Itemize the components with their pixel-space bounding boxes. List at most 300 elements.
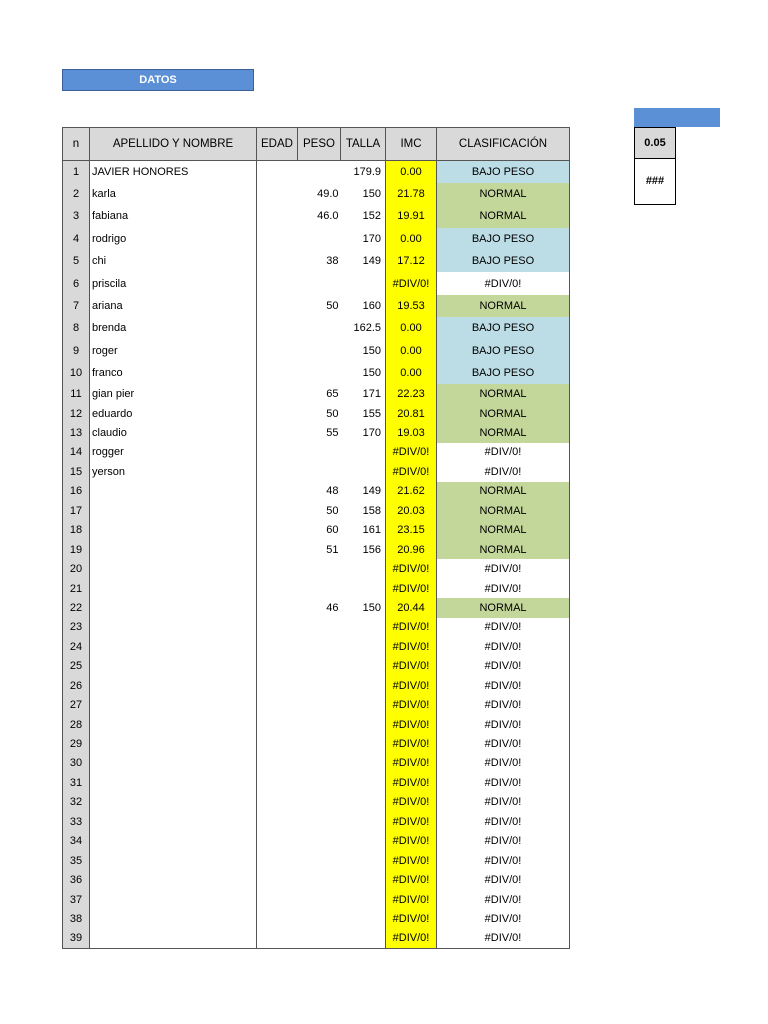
- talla-cell[interactable]: [341, 890, 386, 909]
- edad-cell[interactable]: [257, 773, 298, 792]
- clasificacion-cell[interactable]: #DIV/0!: [437, 870, 570, 889]
- talla-cell[interactable]: [341, 851, 386, 870]
- edad-cell[interactable]: [257, 423, 298, 442]
- edad-cell[interactable]: [257, 384, 298, 403]
- clasificacion-cell[interactable]: #DIV/0!: [437, 618, 570, 637]
- peso-cell[interactable]: [298, 870, 341, 889]
- peso-cell[interactable]: [298, 559, 341, 578]
- header-clasificacion: CLASIFICACIÓN: [437, 128, 570, 161]
- imc-cell[interactable]: #DIV/0!: [386, 831, 437, 850]
- imc-cell[interactable]: #DIV/0!: [386, 443, 437, 462]
- talla-cell[interactable]: [341, 618, 386, 637]
- table-row: [63, 205, 570, 227]
- row-number-cell: 16: [63, 482, 90, 501]
- imc-cell[interactable]: 0.00: [386, 340, 437, 362]
- table-row: [63, 362, 570, 384]
- talla-cell[interactable]: 179.9: [353, 165, 381, 178]
- imc-cell[interactable]: #DIV/0!: [386, 715, 437, 734]
- row-number-cell: 25: [63, 657, 90, 676]
- clasificacion-cell[interactable]: #DIV/0!: [437, 657, 570, 676]
- table-row: [63, 482, 570, 501]
- peso-cell[interactable]: [298, 161, 341, 183]
- header-row: [63, 128, 570, 161]
- bmi-table: [62, 127, 570, 949]
- imc-cell[interactable]: #DIV/0!: [386, 618, 437, 637]
- clasificacion-cell[interactable]: #DIV/0!: [437, 793, 570, 812]
- row-number-cell: 30: [63, 754, 90, 773]
- table-row: [63, 250, 570, 272]
- clasificacion-cell[interactable]: NORMAL: [437, 384, 570, 403]
- name-cell[interactable]: [90, 715, 257, 734]
- imc-cell[interactable]: #DIV/0!: [386, 754, 437, 773]
- edad-cell[interactable]: [257, 715, 298, 734]
- talla-cell[interactable]: 160: [362, 300, 381, 313]
- talla-cell[interactable]: [341, 715, 386, 734]
- row-number-cell: 10: [63, 362, 90, 384]
- row-number-cell: 5: [63, 250, 90, 272]
- imc-cell[interactable]: #DIV/0!: [386, 812, 437, 831]
- table-row: [63, 183, 570, 205]
- datos-banner: DATOS: [62, 69, 254, 91]
- edad-cell[interactable]: [257, 250, 298, 272]
- talla-cell[interactable]: [341, 831, 386, 850]
- peso-cell[interactable]: [298, 831, 341, 850]
- name-cell[interactable]: claudio: [90, 423, 257, 442]
- peso-cell[interactable]: 51: [326, 543, 339, 556]
- peso-cell[interactable]: [298, 676, 341, 695]
- header-peso: PESO: [298, 128, 341, 161]
- imc-cell[interactable]: #DIV/0!: [386, 657, 437, 676]
- name-cell[interactable]: [90, 793, 257, 812]
- talla-cell[interactable]: [341, 734, 386, 753]
- clasificacion-cell[interactable]: #DIV/0!: [437, 734, 570, 753]
- imc-cell[interactable]: 19.53: [386, 295, 437, 317]
- clasificacion-cell[interactable]: BAJO PESO: [437, 250, 570, 272]
- header-name: APELLIDO Y NOMBRE: [90, 128, 257, 161]
- name-cell[interactable]: [90, 676, 257, 695]
- edad-cell[interactable]: [257, 851, 298, 870]
- imc-cell[interactable]: 0.00: [386, 362, 437, 384]
- edad-cell[interactable]: [257, 676, 298, 695]
- peso-cell[interactable]: [298, 618, 341, 637]
- name-cell[interactable]: [90, 695, 257, 714]
- name-cell[interactable]: roger: [90, 340, 257, 362]
- table-row: [63, 462, 570, 481]
- table-row: [63, 637, 570, 656]
- edad-cell[interactable]: [257, 272, 298, 294]
- talla-cell[interactable]: 158: [362, 504, 381, 517]
- peso-cell[interactable]: 49.0: [317, 188, 339, 201]
- clasificacion-cell[interactable]: BAJO PESO: [437, 228, 570, 250]
- imc-cell[interactable]: 19.03: [386, 423, 437, 442]
- talla-cell[interactable]: [341, 754, 386, 773]
- clasificacion-cell[interactable]: #DIV/0!: [437, 462, 570, 481]
- clasificacion-cell[interactable]: NORMAL: [437, 520, 570, 539]
- edad-cell[interactable]: [257, 579, 298, 598]
- clasificacion-cell[interactable]: #DIV/0!: [437, 559, 570, 578]
- peso-cell[interactable]: [298, 579, 341, 598]
- clasificacion-cell[interactable]: NORMAL: [437, 183, 570, 205]
- clasificacion-cell[interactable]: NORMAL: [437, 295, 570, 317]
- row-number-cell: 34: [63, 831, 90, 850]
- edad-cell[interactable]: [257, 734, 298, 753]
- row-number-cell: 3: [63, 205, 90, 227]
- peso-cell[interactable]: [298, 851, 341, 870]
- clasificacion-cell[interactable]: #DIV/0!: [437, 272, 570, 294]
- talla-cell[interactable]: [341, 676, 386, 695]
- name-cell[interactable]: [90, 657, 257, 676]
- clasificacion-cell[interactable]: BAJO PESO: [437, 161, 570, 183]
- talla-cell[interactable]: [341, 793, 386, 812]
- peso-cell[interactable]: 48: [326, 485, 339, 498]
- peso-cell[interactable]: 50: [326, 300, 339, 313]
- talla-cell[interactable]: [341, 272, 386, 294]
- row-number-cell: 21: [63, 579, 90, 598]
- name-cell[interactable]: [90, 618, 257, 637]
- talla-cell[interactable]: [341, 870, 386, 889]
- talla-cell[interactable]: [341, 637, 386, 656]
- imc-cell[interactable]: 19.91: [386, 205, 437, 227]
- edad-cell[interactable]: [257, 443, 298, 462]
- edad-cell[interactable]: [257, 618, 298, 637]
- edad-cell[interactable]: [257, 228, 298, 250]
- name-cell[interactable]: priscila: [90, 272, 257, 294]
- imc-cell[interactable]: 21.62: [386, 482, 437, 501]
- edad-cell[interactable]: [257, 362, 298, 384]
- edad-cell[interactable]: [257, 909, 298, 928]
- edad-cell[interactable]: [257, 831, 298, 850]
- table-row: [63, 317, 570, 339]
- row-number-cell: 37: [63, 890, 90, 909]
- imc-cell[interactable]: 22.23: [386, 384, 437, 403]
- table-row: [63, 520, 570, 539]
- name-cell[interactable]: karla: [90, 183, 257, 205]
- name-cell[interactable]: [90, 870, 257, 889]
- peso-cell[interactable]: [298, 734, 341, 753]
- name-cell[interactable]: eduardo: [90, 404, 257, 423]
- name-cell[interactable]: [90, 559, 257, 578]
- row-number-cell: 18: [63, 520, 90, 539]
- talla-cell[interactable]: [341, 929, 386, 948]
- imc-cell[interactable]: 0.00: [386, 161, 437, 183]
- table-row: [63, 443, 570, 462]
- peso-cell[interactable]: [298, 929, 341, 948]
- talla-cell[interactable]: 156: [362, 543, 381, 556]
- edad-cell[interactable]: [257, 501, 298, 520]
- peso-cell[interactable]: [298, 657, 341, 676]
- clasificacion-cell[interactable]: BAJO PESO: [437, 362, 570, 384]
- imc-cell[interactable]: 0.00: [386, 317, 437, 339]
- row-number-cell: 29: [63, 734, 90, 753]
- edad-cell[interactable]: [257, 657, 298, 676]
- peso-cell[interactable]: [298, 362, 341, 384]
- table-row: [63, 618, 570, 637]
- edad-cell[interactable]: [257, 205, 298, 227]
- talla-cell[interactable]: 155: [362, 407, 381, 420]
- edad-cell[interactable]: [257, 183, 298, 205]
- row-number-cell: 22: [63, 598, 90, 617]
- talla-cell[interactable]: [341, 559, 386, 578]
- imc-cell[interactable]: 20.03: [386, 501, 437, 520]
- name-cell[interactable]: fabiana: [90, 205, 257, 227]
- side-result-cell[interactable]: ###: [645, 175, 665, 187]
- edad-cell[interactable]: [257, 812, 298, 831]
- clasificacion-cell[interactable]: NORMAL: [437, 540, 570, 559]
- peso-cell[interactable]: [298, 754, 341, 773]
- name-cell[interactable]: [90, 501, 257, 520]
- edad-cell[interactable]: [257, 559, 298, 578]
- imc-cell[interactable]: 17.12: [386, 250, 437, 272]
- name-cell[interactable]: [90, 812, 257, 831]
- side-value-cell[interactable]: 0.05: [635, 128, 675, 159]
- clasificacion-cell[interactable]: #DIV/0!: [437, 443, 570, 462]
- peso-cell[interactable]: 38: [326, 255, 339, 268]
- edad-cell[interactable]: [257, 793, 298, 812]
- peso-cell[interactable]: 60: [326, 524, 339, 537]
- row-number-cell: 19: [63, 540, 90, 559]
- clasificacion-cell[interactable]: #DIV/0!: [437, 929, 570, 948]
- talla-cell[interactable]: 170: [362, 427, 381, 439]
- edad-cell[interactable]: [257, 404, 298, 423]
- peso-cell[interactable]: 46: [326, 601, 339, 614]
- talla-cell[interactable]: 150: [362, 367, 381, 380]
- table-row: [63, 715, 570, 734]
- edad-cell[interactable]: [257, 295, 298, 317]
- clasificacion-cell[interactable]: BAJO PESO: [437, 317, 570, 339]
- imc-cell[interactable]: #DIV/0!: [386, 890, 437, 909]
- talla-cell[interactable]: [341, 443, 386, 462]
- table-row: [63, 734, 570, 753]
- talla-cell[interactable]: 150: [362, 601, 381, 614]
- imc-cell[interactable]: 0.00: [386, 228, 437, 250]
- table-row: [63, 559, 570, 578]
- table-row: [63, 598, 570, 617]
- peso-cell[interactable]: [298, 317, 341, 339]
- clasificacion-cell[interactable]: #DIV/0!: [437, 715, 570, 734]
- clasificacion-cell[interactable]: NORMAL: [437, 482, 570, 501]
- peso-cell[interactable]: 65: [326, 388, 339, 401]
- name-cell[interactable]: [90, 851, 257, 870]
- header-imc: IMC: [386, 128, 437, 161]
- table-row: [63, 754, 570, 773]
- edad-cell[interactable]: [257, 462, 298, 481]
- row-number-cell: 2: [63, 183, 90, 205]
- talla-cell[interactable]: [341, 657, 386, 676]
- row-number-cell: 12: [63, 404, 90, 423]
- clasificacion-cell[interactable]: #DIV/0!: [437, 754, 570, 773]
- row-number-cell: 31: [63, 773, 90, 792]
- imc-cell[interactable]: #DIV/0!: [386, 695, 437, 714]
- clasificacion-cell[interactable]: NORMAL: [437, 598, 570, 617]
- peso-cell[interactable]: [298, 812, 341, 831]
- talla-cell[interactable]: 149: [362, 485, 381, 498]
- clasificacion-cell[interactable]: NORMAL: [437, 501, 570, 520]
- table-row: [63, 272, 570, 294]
- imc-cell[interactable]: #DIV/0!: [386, 734, 437, 753]
- row-number-cell: 11: [63, 384, 90, 403]
- name-cell[interactable]: [90, 482, 257, 501]
- clasificacion-cell[interactable]: #DIV/0!: [437, 890, 570, 909]
- name-cell[interactable]: [90, 831, 257, 850]
- row-number-cell: 32: [63, 793, 90, 812]
- talla-cell[interactable]: [341, 695, 386, 714]
- peso-cell[interactable]: 46.0: [317, 210, 339, 223]
- imc-cell[interactable]: #DIV/0!: [386, 793, 437, 812]
- table-row: [63, 890, 570, 909]
- peso-cell[interactable]: [298, 773, 341, 792]
- peso-cell[interactable]: [298, 340, 341, 362]
- imc-cell[interactable]: #DIV/0!: [386, 272, 437, 294]
- edad-cell[interactable]: [257, 890, 298, 909]
- name-cell[interactable]: [90, 540, 257, 559]
- peso-cell[interactable]: [298, 715, 341, 734]
- imc-cell[interactable]: 20.81: [386, 404, 437, 423]
- edad-cell[interactable]: [257, 695, 298, 714]
- clasificacion-cell[interactable]: #DIV/0!: [437, 637, 570, 656]
- imc-cell[interactable]: #DIV/0!: [386, 851, 437, 870]
- row-number-cell: 20: [63, 559, 90, 578]
- clasificacion-cell[interactable]: NORMAL: [437, 205, 570, 227]
- edad-cell[interactable]: [257, 520, 298, 539]
- row-number-cell: 14: [63, 443, 90, 462]
- talla-cell[interactable]: 162.5: [353, 322, 381, 335]
- talla-cell[interactable]: [341, 909, 386, 928]
- talla-cell[interactable]: 152: [362, 210, 381, 223]
- peso-cell[interactable]: 55: [326, 427, 339, 439]
- name-cell[interactable]: ariana: [90, 295, 257, 317]
- talla-cell[interactable]: 150: [362, 344, 381, 357]
- table-row: [63, 657, 570, 676]
- name-cell[interactable]: JAVIER HONORES: [90, 161, 257, 183]
- table-row: [63, 929, 570, 948]
- edad-cell[interactable]: [257, 340, 298, 362]
- edad-cell[interactable]: [257, 637, 298, 656]
- imc-cell[interactable]: #DIV/0!: [386, 929, 437, 948]
- peso-cell[interactable]: [298, 443, 341, 462]
- imc-cell[interactable]: #DIV/0!: [386, 579, 437, 598]
- peso-cell[interactable]: [298, 909, 341, 928]
- clasificacion-cell[interactable]: #DIV/0!: [437, 851, 570, 870]
- clasificacion-cell[interactable]: #DIV/0!: [437, 676, 570, 695]
- talla-cell[interactable]: 161: [362, 524, 381, 537]
- peso-cell[interactable]: 50: [326, 504, 339, 517]
- table-row: [63, 831, 570, 850]
- clasificacion-cell[interactable]: #DIV/0!: [437, 831, 570, 850]
- row-number-cell: 39: [63, 929, 90, 948]
- edad-cell[interactable]: [257, 317, 298, 339]
- edad-cell[interactable]: [257, 161, 298, 183]
- peso-cell[interactable]: [298, 228, 341, 250]
- imc-cell[interactable]: #DIV/0!: [386, 773, 437, 792]
- clasificacion-cell[interactable]: #DIV/0!: [437, 579, 570, 598]
- name-cell[interactable]: chi: [90, 250, 257, 272]
- imc-cell[interactable]: 20.96: [386, 540, 437, 559]
- name-cell[interactable]: [90, 734, 257, 753]
- name-cell[interactable]: gian pier: [90, 384, 257, 403]
- clasificacion-cell[interactable]: #DIV/0!: [437, 812, 570, 831]
- name-cell[interactable]: rodrigo: [90, 228, 257, 250]
- talla-cell[interactable]: [341, 812, 386, 831]
- row-number-cell: 35: [63, 851, 90, 870]
- name-cell[interactable]: [90, 754, 257, 773]
- peso-cell[interactable]: [298, 890, 341, 909]
- edad-cell[interactable]: [257, 929, 298, 948]
- name-cell[interactable]: [90, 773, 257, 792]
- table-row: [63, 773, 570, 792]
- clasificacion-cell[interactable]: #DIV/0!: [437, 695, 570, 714]
- edad-cell[interactable]: [257, 870, 298, 889]
- imc-cell[interactable]: 20.44: [386, 598, 437, 617]
- name-cell[interactable]: brenda: [90, 317, 257, 339]
- header-talla: TALLA: [341, 128, 386, 161]
- row-number-cell: 26: [63, 676, 90, 695]
- peso-cell[interactable]: [298, 637, 341, 656]
- imc-cell[interactable]: #DIV/0!: [386, 909, 437, 928]
- name-cell[interactable]: [90, 579, 257, 598]
- table-row: [63, 909, 570, 928]
- name-cell[interactable]: rogger: [90, 443, 257, 462]
- imc-cell[interactable]: #DIV/0!: [386, 676, 437, 695]
- name-cell[interactable]: [90, 909, 257, 928]
- peso-cell[interactable]: 50: [326, 407, 339, 420]
- name-cell[interactable]: [90, 929, 257, 948]
- clasificacion-cell[interactable]: #DIV/0!: [437, 909, 570, 928]
- peso-cell[interactable]: [298, 272, 341, 294]
- side-header-fill: [634, 108, 720, 127]
- name-cell[interactable]: [90, 520, 257, 539]
- row-number-cell: 17: [63, 501, 90, 520]
- talla-cell[interactable]: [341, 579, 386, 598]
- talla-cell[interactable]: 150: [362, 188, 381, 201]
- peso-cell[interactable]: [298, 793, 341, 812]
- header-edad: EDAD: [257, 128, 298, 161]
- row-number-cell: 8: [63, 317, 90, 339]
- talla-cell[interactable]: 149: [362, 255, 381, 268]
- imc-cell[interactable]: #DIV/0!: [386, 559, 437, 578]
- peso-cell[interactable]: [298, 695, 341, 714]
- row-number-cell: 15: [63, 462, 90, 481]
- talla-cell[interactable]: [341, 462, 386, 481]
- imc-cell[interactable]: 23.15: [386, 520, 437, 539]
- clasificacion-cell[interactable]: #DIV/0!: [437, 773, 570, 792]
- name-cell[interactable]: franco: [90, 362, 257, 384]
- imc-cell[interactable]: #DIV/0!: [386, 870, 437, 889]
- clasificacion-cell[interactable]: NORMAL: [437, 404, 570, 423]
- name-cell[interactable]: yerson: [90, 462, 257, 481]
- imc-cell[interactable]: 21.78: [386, 183, 437, 205]
- imc-cell[interactable]: #DIV/0!: [386, 462, 437, 481]
- edad-cell[interactable]: [257, 482, 298, 501]
- row-number-cell: 23: [63, 618, 90, 637]
- table-row: [63, 676, 570, 695]
- talla-cell[interactable]: 170: [362, 232, 381, 245]
- name-cell[interactable]: [90, 598, 257, 617]
- name-cell[interactable]: [90, 890, 257, 909]
- talla-cell[interactable]: [341, 773, 386, 792]
- peso-cell[interactable]: [298, 462, 341, 481]
- talla-cell[interactable]: 171: [362, 388, 381, 401]
- table-row: [63, 295, 570, 317]
- edad-cell[interactable]: [257, 598, 298, 617]
- table-row: [63, 404, 570, 423]
- clasificacion-cell[interactable]: NORMAL: [437, 423, 570, 442]
- edad-cell[interactable]: [257, 754, 298, 773]
- name-cell[interactable]: [90, 637, 257, 656]
- imc-cell[interactable]: #DIV/0!: [386, 637, 437, 656]
- row-number-cell: 38: [63, 909, 90, 928]
- clasificacion-cell[interactable]: BAJO PESO: [437, 340, 570, 362]
- edad-cell[interactable]: [257, 540, 298, 559]
